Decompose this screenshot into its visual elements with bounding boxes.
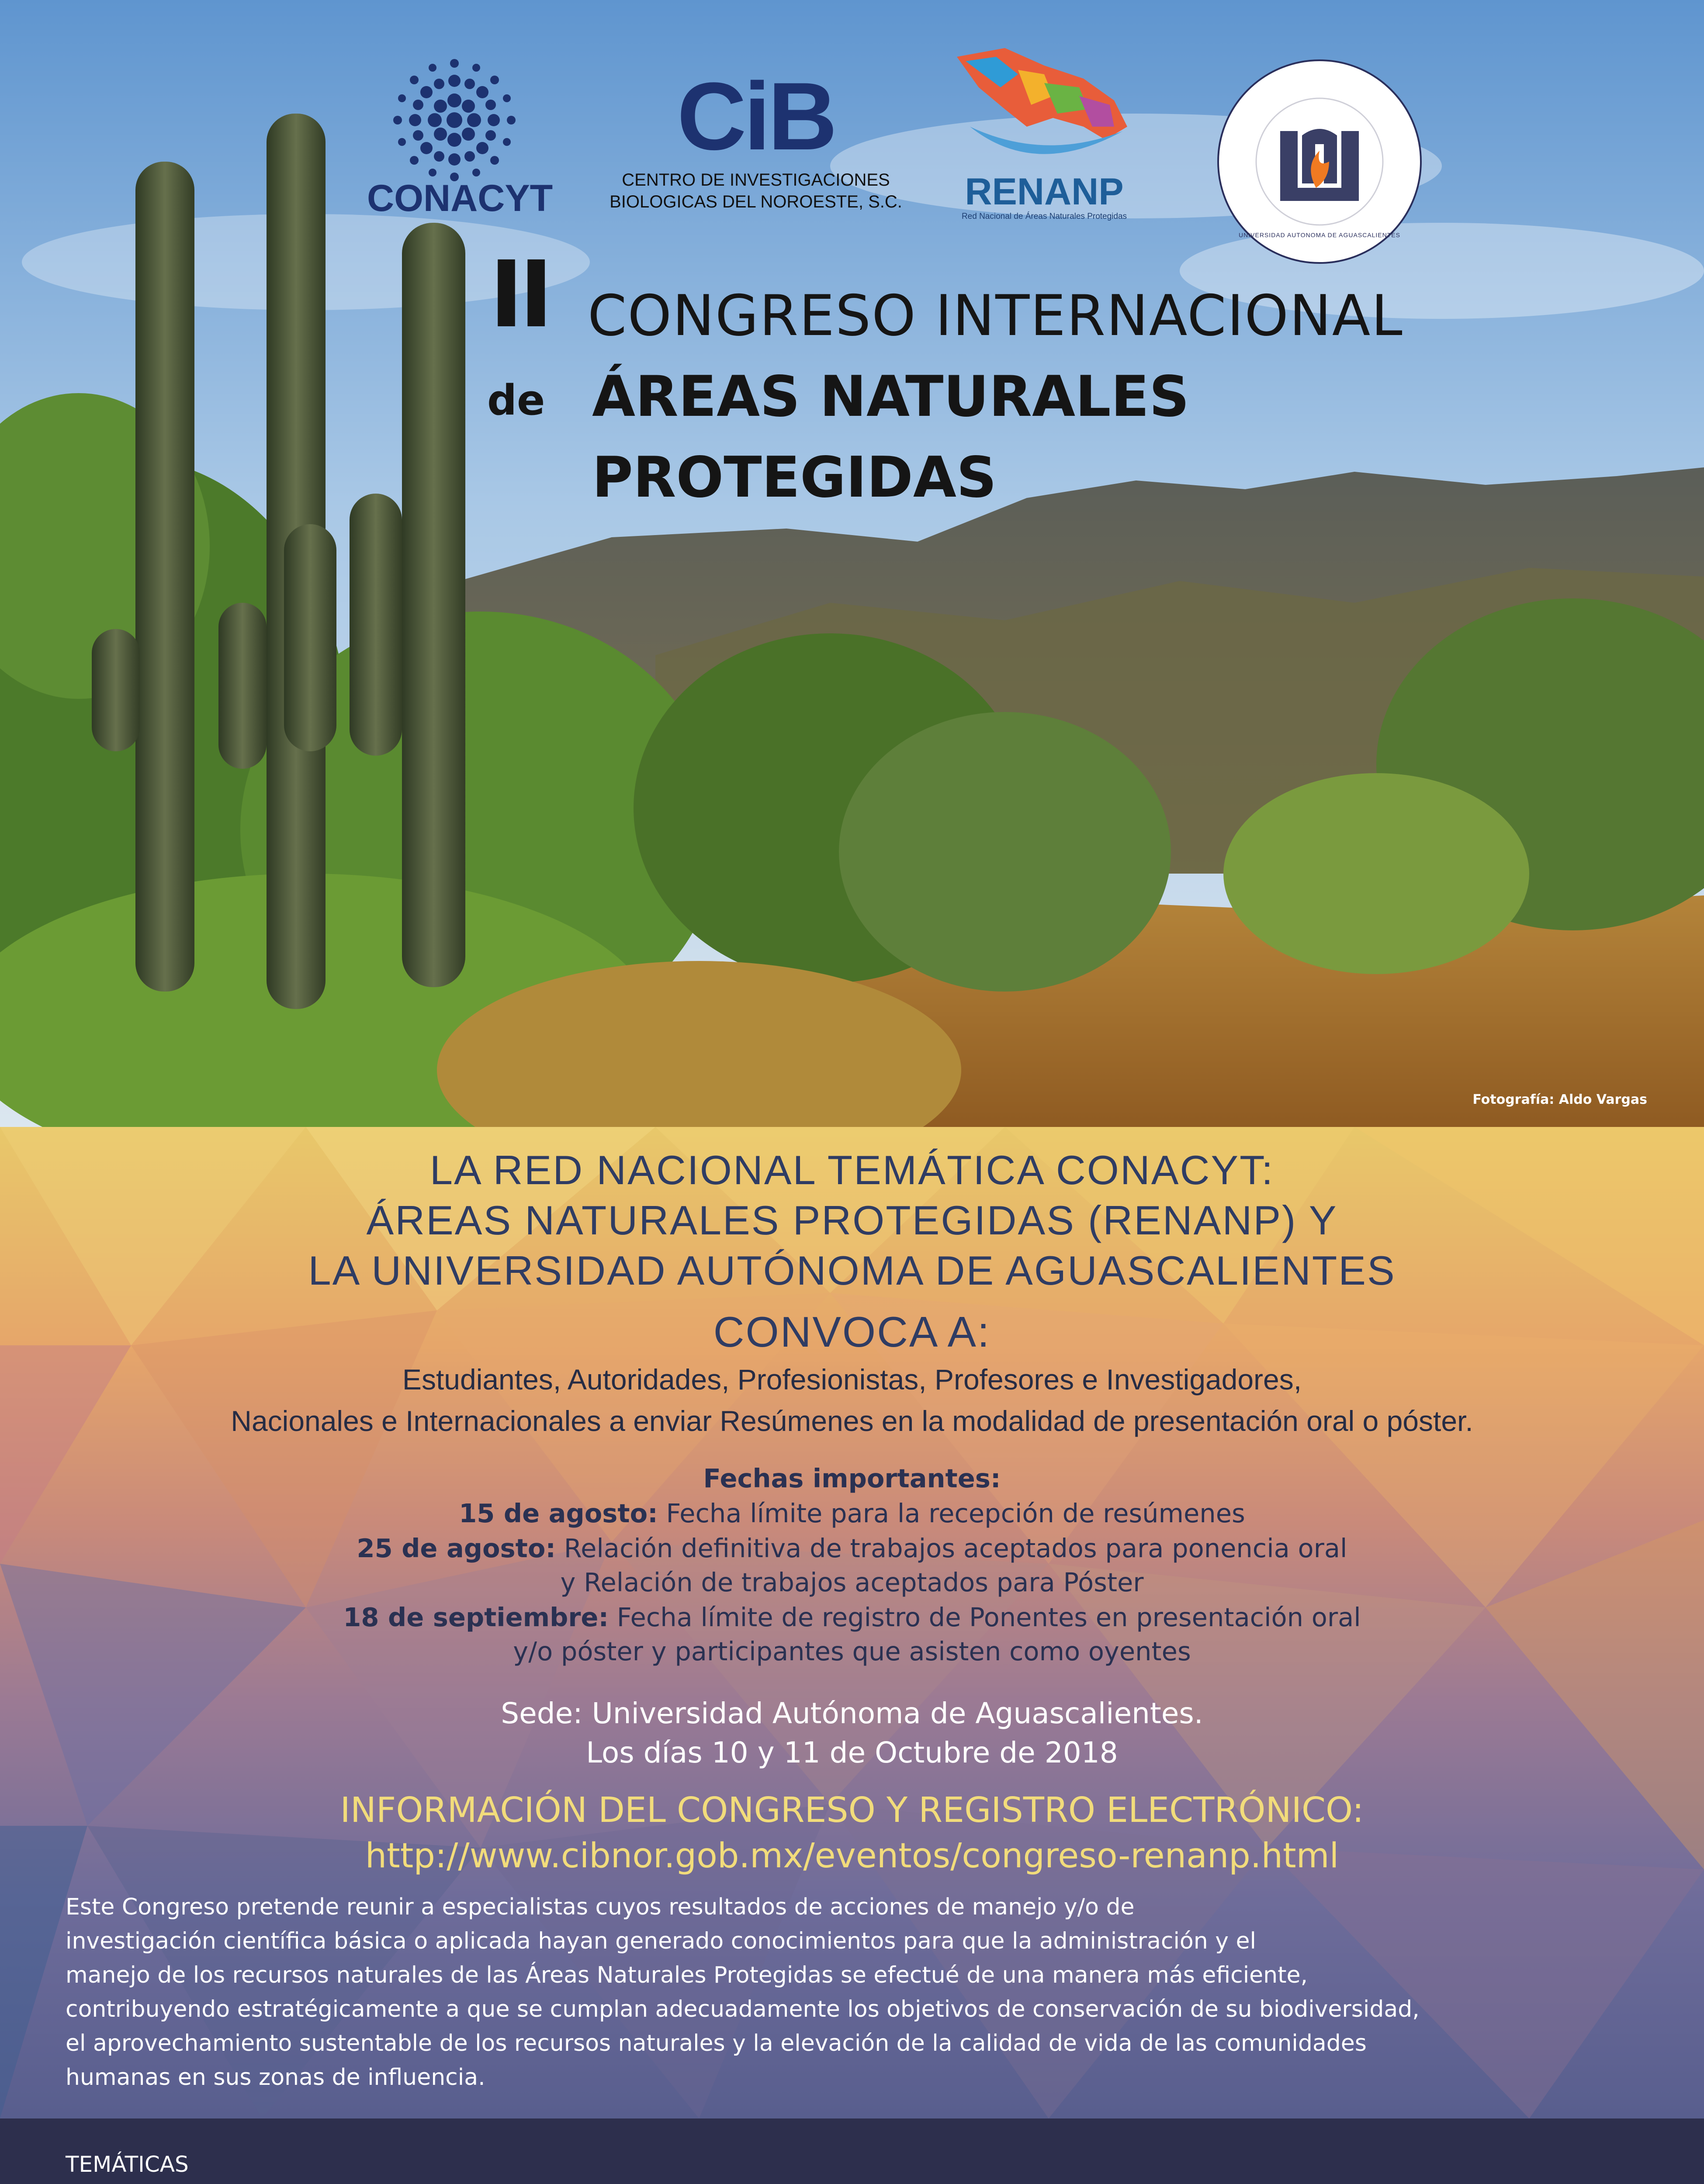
description-line: el aprovechamiento sustentable de los recursos naturales y la elevación de la calidad de vida de las comunidades: [66, 2030, 1367, 2056]
title-line2: ÁREAS NATURALES: [592, 364, 1190, 429]
uaa-ring-text: UNIVERSIDAD AUTONOMA DE AGUASCALIENTES: [1239, 232, 1400, 238]
conacyt-emblem-icon: [376, 57, 533, 183]
cib-name-line2: BIOLOGICAS DEL NOROESTE, S.C.: [610, 192, 902, 211]
title-line3: PROTEGIDAS: [592, 445, 997, 510]
photo-credit: Fotografía: Aldo Vargas: [1472, 1092, 1647, 1107]
date-2: 25 de agosto:: [357, 1533, 556, 1563]
description-line: manejo de los recursos naturales de las Áreas Naturales Protegidas se efectué de una manera más eficiente,: [66, 1962, 1308, 1988]
renanp-logo: [939, 39, 1149, 232]
organizer-header-line1: LA RED NACIONAL TEMÁTICA CONACYT:: [429, 1147, 1275, 1193]
dates-heading-text: Fechas importantes:: [703, 1463, 1001, 1493]
venue-line1: Sede: Universidad Autónoma de Aguascalientes.: [501, 1697, 1203, 1730]
organizer-header-line2: ÁREAS NATURALES PROTEGIDAS (RENANP) Y: [366, 1197, 1338, 1243]
info-heading: INFORMACIÓN DEL CONGRESO Y REGISTRO ELECTRÓNICO:: [340, 1790, 1364, 1830]
topics-panel: [0, 2118, 1704, 2184]
date-row-2-cont: y Relación de trabajos aceptados para Póster: [560, 1567, 1144, 1597]
date-row-3: [0, 1604, 1704, 1630]
renanp-wordmark: RENANP: [965, 171, 1124, 213]
date-row-2: [0, 1535, 1704, 1561]
description-line: investigación científica básica o aplicada hayan generado conocimientos para que la administración y el: [66, 1928, 1256, 1954]
cib-logo: [607, 62, 904, 218]
venue-line2: Los días 10 y 11 de Octubre de 2018: [586, 1736, 1118, 1769]
title-de: de: [487, 377, 545, 425]
date-1-text: Fecha límite para la recepción de resúmenes: [658, 1498, 1245, 1528]
call-for-papers: [0, 1127, 1704, 2118]
uaa-seal: [1215, 57, 1424, 266]
cib-mark: CiB: [677, 62, 835, 170]
conacyt-wordmark: CONACYT: [367, 177, 553, 219]
title-line1: CONGRESO INTERNACIONAL: [588, 283, 1403, 349]
organizer-header-line3: LA UNIVERSIDAD AUTÓNOMA DE AGUASCALIENTES: [308, 1248, 1396, 1293]
convoca-heading: CONVOCA A:: [713, 1308, 991, 1356]
audience-line2: Nacionales e Internacionales a enviar Resúmenes en la modalidad de presentación oral o póster.: [231, 1405, 1473, 1437]
dates-heading: [0, 1465, 1704, 1491]
date-1: 15 de agosto:: [459, 1498, 658, 1528]
title-numeral: II: [489, 241, 549, 348]
registration-url[interactable]: http://www.cibnor.gob.mx/eventos/congreso-renanp.html: [365, 1836, 1339, 1876]
description-line: humanas en sus zonas de influencia.: [66, 2064, 485, 2091]
description-line: Este Congreso pretende reunir a especialistas cuyos resultados de acciones de manejo y/o de: [66, 1894, 1135, 1920]
audience-line1: Estudiantes, Autoridades, Profesionistas, Profesores e Investigadores,: [402, 1363, 1302, 1396]
renanp-subtitle: Red Nacional de Áreas Naturales Protegidas: [961, 212, 1127, 221]
date-2-text: Relación definitiva de trabajos aceptados para ponencia oral: [556, 1533, 1347, 1563]
date-3-text: Fecha límite de registro de Ponentes en presentación oral: [609, 1602, 1361, 1632]
conacyt-logo: [367, 57, 553, 219]
cib-name-line1: CENTRO DE INVESTIGACIONES: [622, 170, 890, 190]
topics-heading: TEMÁTICAS: [66, 2152, 189, 2177]
date-row-3-cont: y/o póster y participantes que asisten como oyentes: [513, 1636, 1191, 1666]
description-line: contribuyendo estratégicamente a que se cumplan adecuadamente los objetivos de conservación de su biodiversidad,: [66, 1996, 1420, 2022]
date-row-1: [0, 1500, 1704, 1526]
renanp-emblem-icon: [939, 39, 1149, 170]
date-3: 18 de septiembre:: [343, 1602, 609, 1632]
